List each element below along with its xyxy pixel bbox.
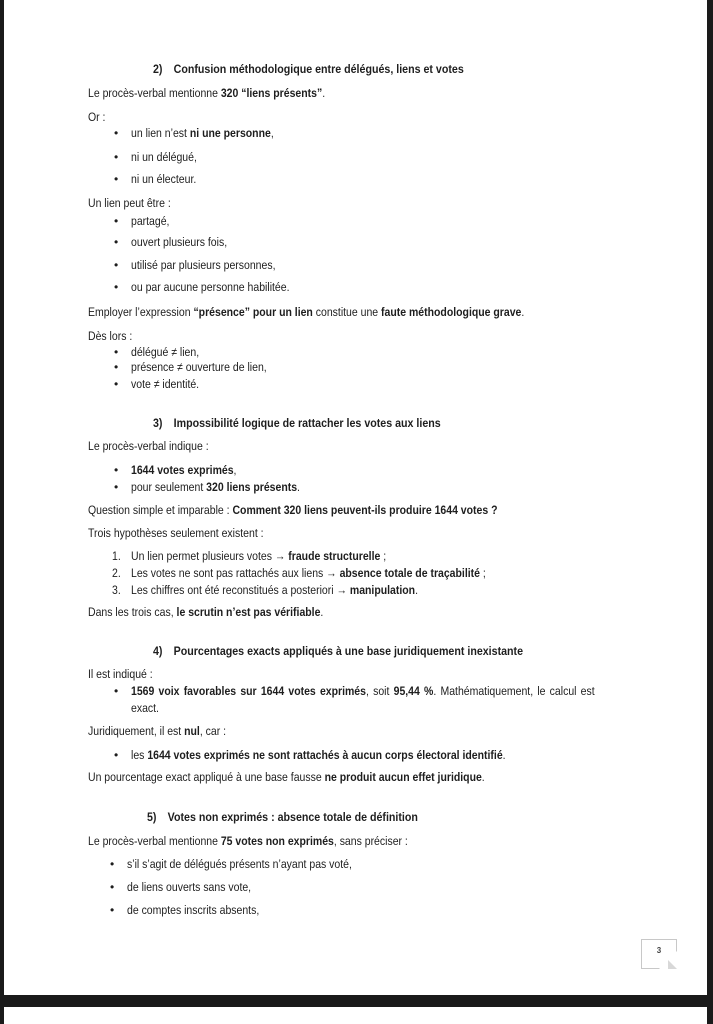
bullet-icon: •: [114, 748, 119, 762]
list-number: 3.: [112, 583, 121, 597]
list-item-continuation: exact.: [131, 701, 159, 715]
bullet-icon: •: [114, 235, 119, 249]
bullet-icon: •: [114, 684, 119, 698]
paragraph: Un pourcentage exact appliqué à une base fausse ne produit aucun effet juridique.: [88, 770, 485, 784]
bullet-icon: •: [114, 377, 119, 391]
list-item: ni un électeur.: [131, 172, 197, 186]
bullet-icon: •: [114, 258, 119, 272]
bullet-icon: •: [114, 214, 119, 228]
section-number: 4): [153, 644, 163, 658]
section-title: Votes non exprimés : absence totale de définition: [167, 810, 418, 824]
list-item: un lien n’est ni une personne,: [131, 126, 274, 140]
page-number: 3: [656, 946, 662, 955]
numbered-item: Un lien permet plusieurs votes → fraude structurelle ;: [131, 549, 387, 563]
list-item: ni un délégué,: [131, 150, 197, 164]
bullet-icon: •: [114, 480, 119, 494]
list-item: 1644 votes exprimés,: [131, 463, 237, 477]
numbered-item: Les chiffres ont été reconstitués a posteriori → manipulation.: [131, 583, 419, 597]
list-number: 1.: [112, 549, 121, 563]
list-item: les 1644 votes exprimés ne sont rattachés à aucun corps électoral identifié.: [131, 748, 506, 762]
section-heading: [153, 644, 523, 659]
paragraph: Le procès-verbal mentionne 75 votes non exprimés, sans préciser :: [88, 834, 408, 848]
list-item: de comptes inscrits absents,: [127, 903, 260, 917]
list-item: utilisé par plusieurs personnes,: [131, 258, 276, 272]
paragraph: Employer l’expression “présence” pour un lien constitue une faute méthodologique grave.: [88, 305, 525, 319]
bullet-icon: •: [110, 857, 115, 871]
page-number-box: [641, 939, 677, 969]
bullet-icon: •: [114, 463, 119, 477]
section-title: Pourcentages exacts appliqués à une base juridiquement inexistante: [173, 644, 524, 658]
list-item: délégué ≠ lien,: [131, 345, 200, 359]
bullet-icon: •: [110, 880, 115, 894]
next-page: [4, 1007, 707, 1024]
list-item: de liens ouverts sans vote,: [127, 880, 252, 894]
paragraph: Trois hypothèses seulement existent :: [88, 526, 264, 540]
section-number: 3): [153, 416, 163, 430]
paragraph: Question simple et imparable : Comment 320 liens peuvent-ils produire 1644 votes ?: [88, 503, 498, 517]
section-number: 2): [153, 62, 163, 76]
paragraph: Le procès-verbal indique :: [88, 439, 209, 453]
list-item: ouvert plusieurs fois,: [131, 235, 228, 249]
paragraph: Le procès-verbal mentionne 320 “liens présents”.: [88, 86, 326, 100]
section-heading: [153, 62, 464, 77]
bullet-icon: •: [114, 126, 119, 140]
list-item: vote ≠ identité.: [131, 377, 200, 391]
list-item: 1569 voix favorables sur 1644 votes exprimés, soit 95,44 %. Mathématiquement, le calcul est: [131, 684, 595, 698]
document-page: [4, 0, 707, 995]
numbered-item: Les votes ne sont pas rattachés aux liens → absence totale de traçabilité ;: [131, 566, 486, 580]
section-heading: [147, 810, 418, 825]
page-fold-shadow: [668, 960, 677, 969]
section-title: Confusion méthodologique entre délégués, liens et votes: [173, 62, 464, 76]
section-heading: [153, 416, 441, 431]
list-item: partagé,: [131, 214, 170, 228]
section-number: 5): [147, 810, 157, 824]
section-title: Impossibilité logique de rattacher les votes aux liens: [173, 416, 441, 430]
paragraph: Il est indiqué :: [88, 667, 153, 681]
bullet-icon: •: [114, 172, 119, 186]
list-item: présence ≠ ouverture de lien,: [131, 360, 267, 374]
paragraph: Juridiquement, il est nul, car :: [88, 724, 227, 738]
paragraph: Dès lors :: [88, 329, 133, 343]
list-item: pour seulement 320 liens présents.: [131, 480, 300, 494]
bullet-icon: •: [114, 150, 119, 164]
bullet-icon: •: [110, 903, 115, 917]
paragraph: Dans les trois cas, le scrutin n’est pas vérifiable.: [88, 605, 324, 619]
list-item: ou par aucune personne habilitée.: [131, 280, 290, 294]
bullet-icon: •: [114, 345, 119, 359]
paragraph: Or :: [88, 110, 106, 124]
list-number: 2.: [112, 566, 121, 580]
bullet-icon: •: [114, 280, 119, 294]
paragraph: Un lien peut être :: [88, 196, 171, 210]
list-item: s’il s’agit de délégués présents n’ayant pas voté,: [127, 857, 352, 871]
bullet-icon: •: [114, 360, 119, 374]
